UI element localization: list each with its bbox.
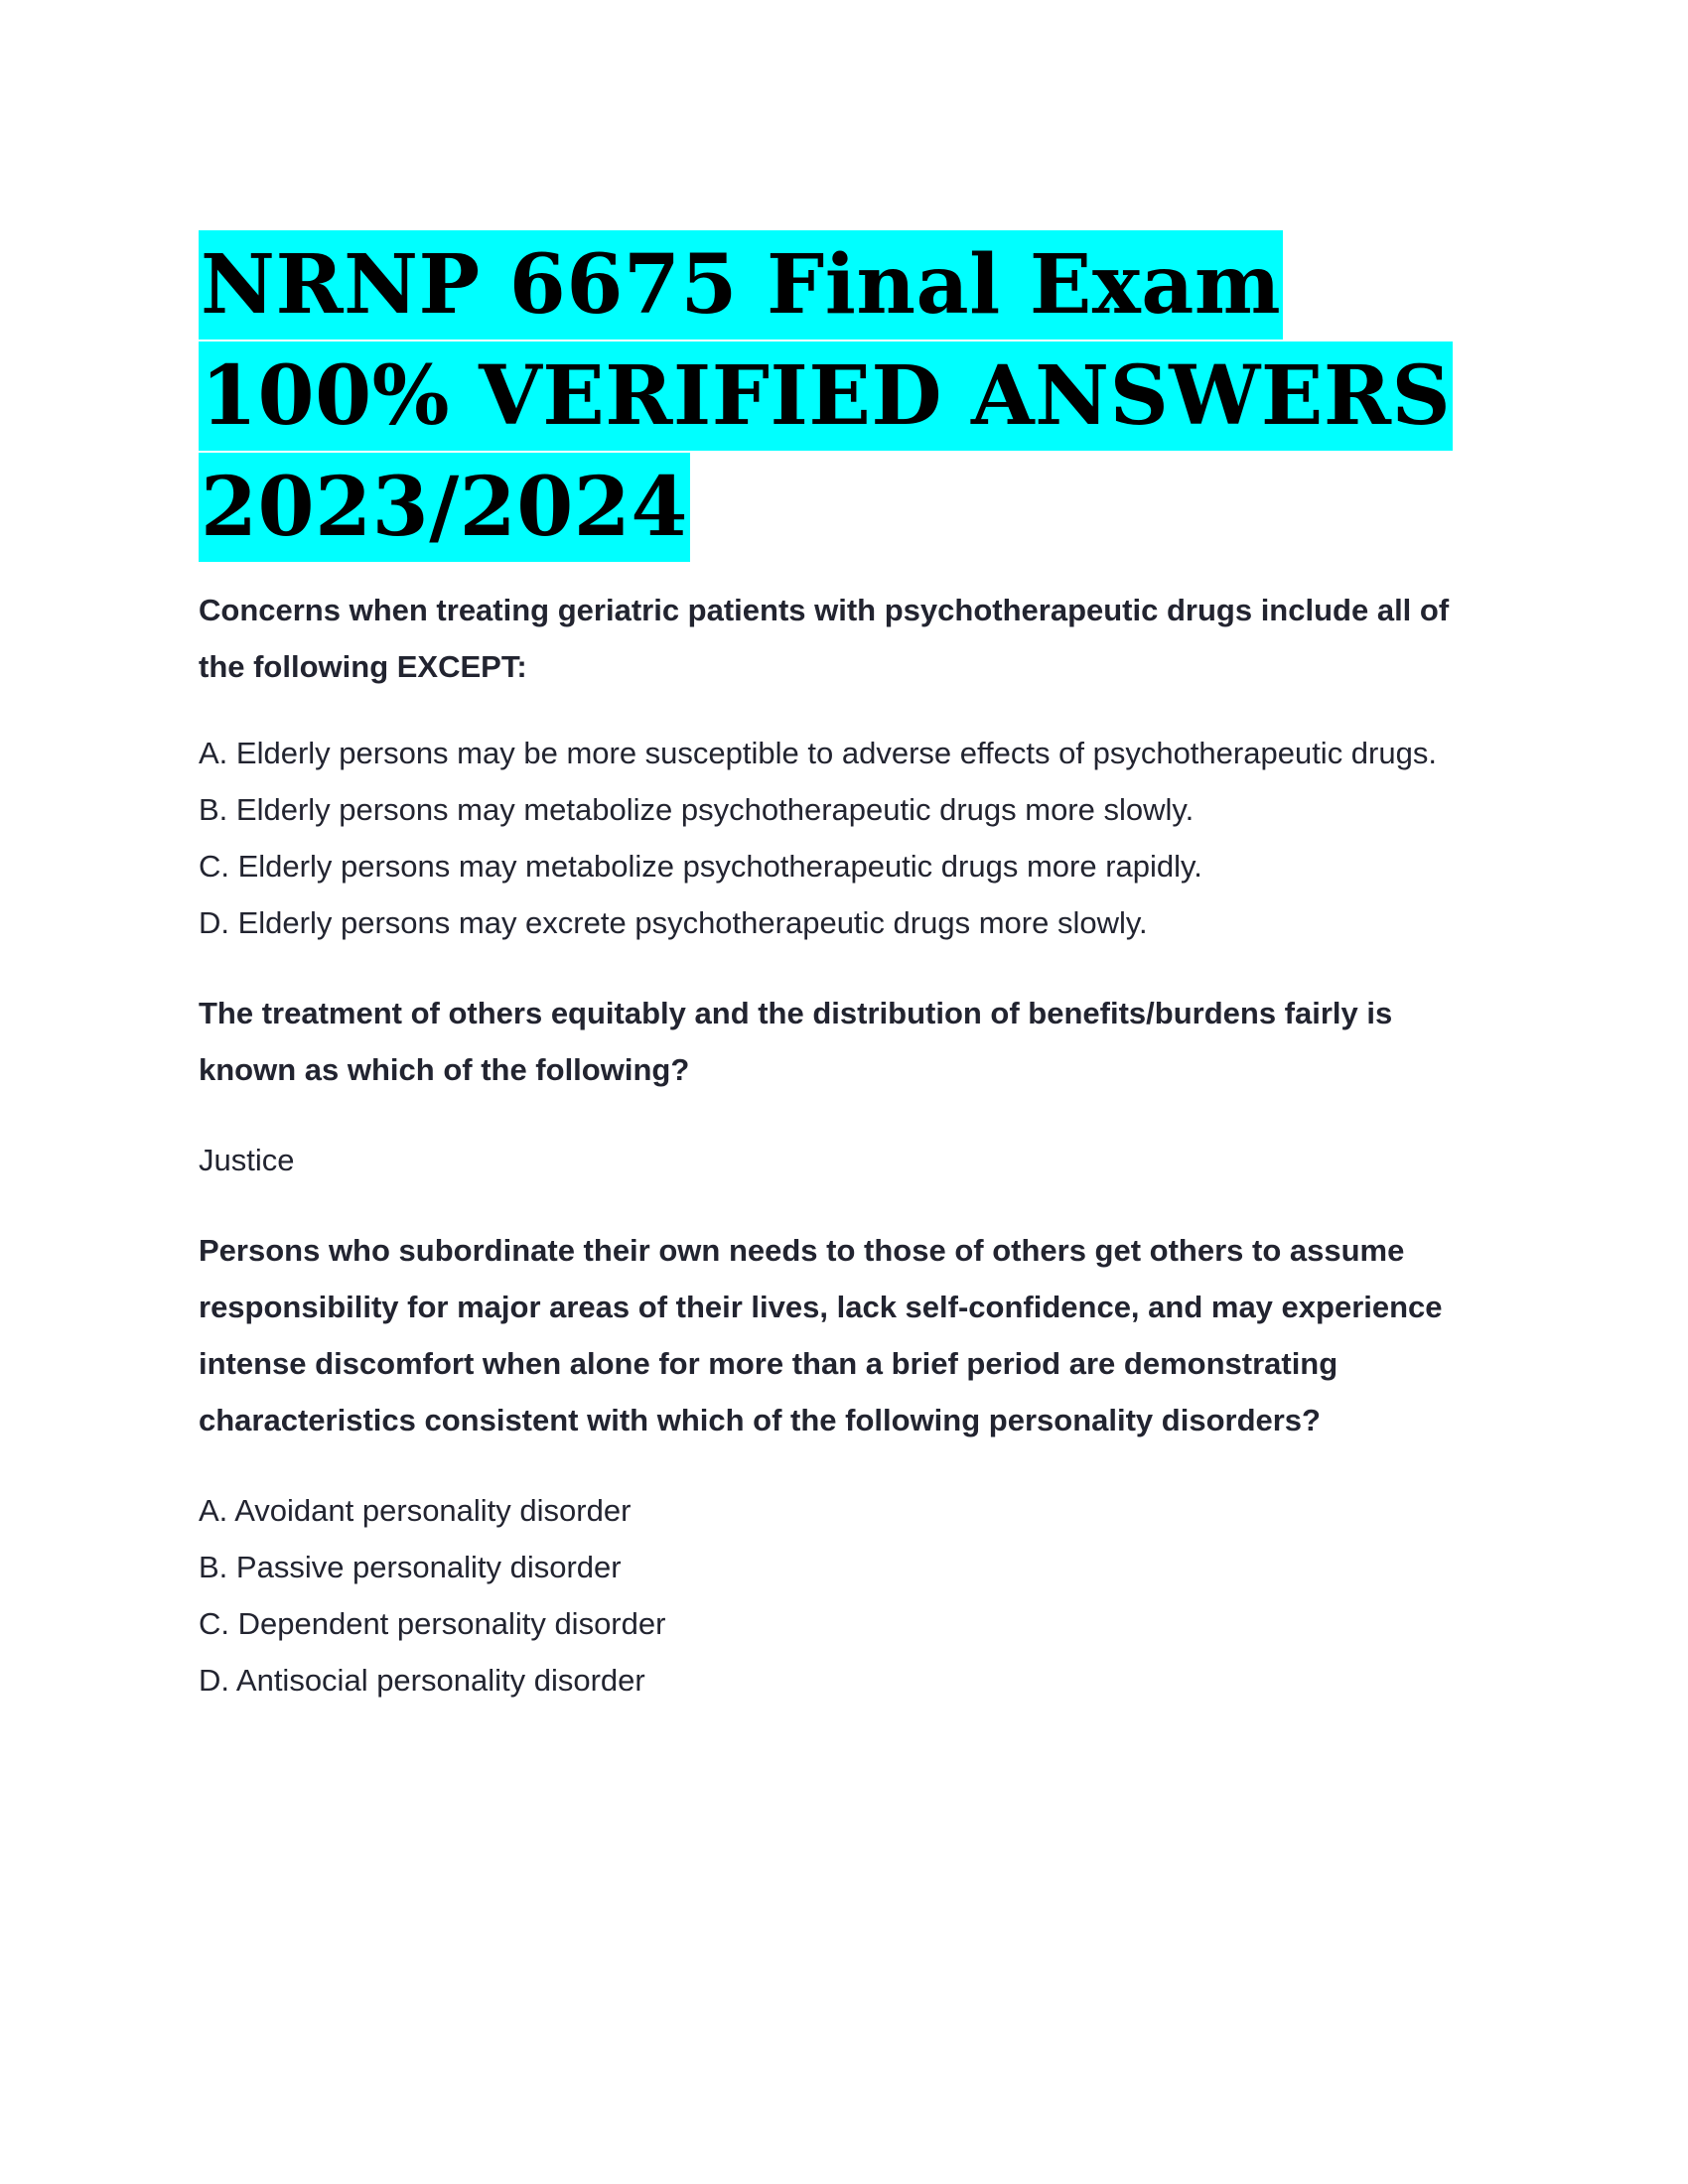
title-line-1: NRNP 6675 Final Exam [199, 230, 1283, 340]
option-c: C. Dependent personality disorder [199, 1606, 666, 1641]
document-title [199, 230, 1489, 564]
title-line-2: 100% VERIFIED ANSWERS [199, 341, 1453, 451]
option-d: D. Antisocial personality disorder [199, 1663, 645, 1698]
question-2-answer [199, 1132, 1489, 1188]
question-1: Concerns when treating geriatric patients with psychotherapeutic drugs include all of the following EXCEPT: [199, 593, 1450, 684]
question-2: The treatment of others equitably and the distribution of benefits/burdens fairly is known as which of the following? [199, 996, 1393, 1087]
answer-text: Justice [199, 1143, 295, 1177]
option-c: C. Elderly persons may metabolize psychotherapeutic drugs more rapidly. [199, 849, 1202, 884]
title-line-3: 2023/2024 [199, 453, 690, 562]
option-d: D. Elderly persons may excrete psychotherapeutic drugs more slowly. [199, 905, 1148, 940]
option-a: A. Elderly persons may be more susceptible to adverse effects of psychotherapeutic drugs. [199, 736, 1437, 770]
option-a: A. Avoidant personality disorder [199, 1493, 632, 1528]
question-1-options [199, 725, 1479, 951]
question-3: Persons who subordinate their own needs to those of others get others to assume responsibility for major areas of their lives, lack self-confidence, and may experience intense discomfort when alone for more than a brief period are demonstrating characteristics consistent with which of the following personality disorders? [199, 1233, 1443, 1437]
option-b: B. Elderly persons may metabolize psychotherapeutic drugs more slowly. [199, 792, 1195, 827]
option-b: B. Passive personality disorder [199, 1550, 622, 1584]
question-3-options [199, 1482, 1489, 1708]
document-page [199, 230, 1489, 1708]
